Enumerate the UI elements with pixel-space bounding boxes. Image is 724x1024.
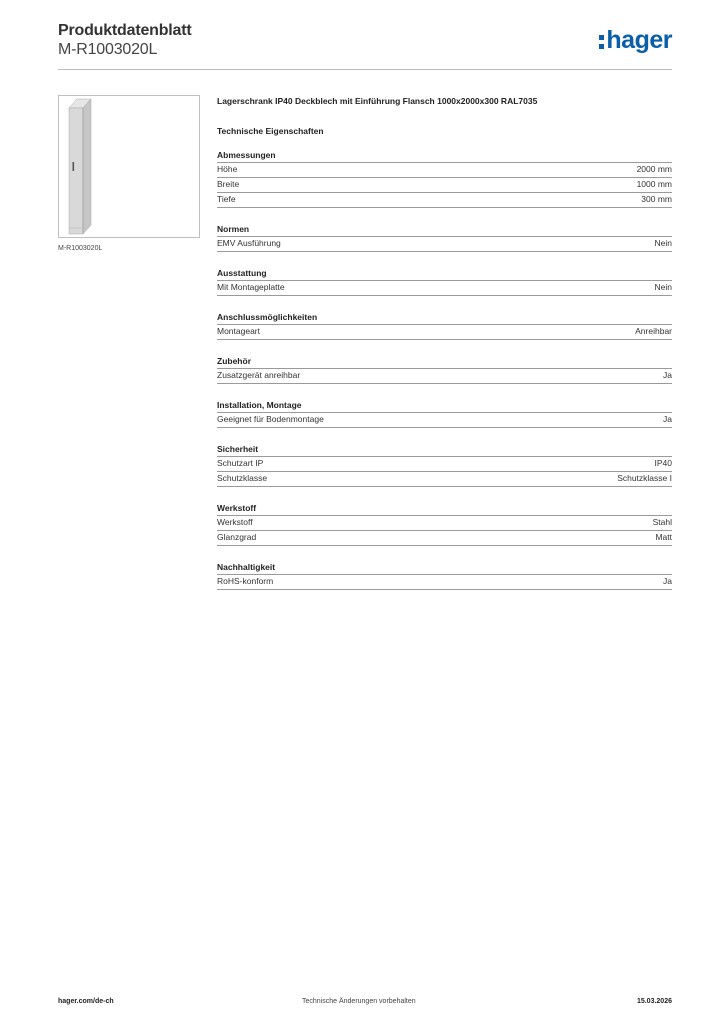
property-row bbox=[217, 369, 672, 384]
property-label: RoHS-konform bbox=[217, 576, 274, 586]
group-anschlussmoeglichkeiten bbox=[217, 312, 672, 340]
product-details bbox=[217, 96, 672, 590]
property-row bbox=[217, 413, 672, 428]
property-label: Schutzart IP bbox=[217, 458, 264, 468]
property-label: EMV Ausführung bbox=[217, 238, 281, 248]
group-title: Normen bbox=[217, 224, 672, 237]
property-value: Nein bbox=[654, 282, 672, 292]
property-label: Schutzklasse bbox=[217, 473, 268, 483]
property-value: Nein bbox=[654, 238, 672, 248]
property-row bbox=[217, 531, 672, 546]
group-abmessungen bbox=[217, 150, 672, 208]
property-value: 1000 mm bbox=[636, 179, 672, 189]
property-label: Tiefe bbox=[217, 194, 236, 204]
document-subtitle: M-R1003020L bbox=[58, 41, 158, 58]
group-normen bbox=[217, 224, 672, 252]
property-label: Mit Montageplatte bbox=[217, 282, 285, 292]
group-nachhaltigkeit bbox=[217, 562, 672, 590]
footer-date: 15.03.2026 bbox=[636, 998, 672, 1005]
hager-logo bbox=[599, 28, 672, 53]
group-installation-montage bbox=[217, 400, 672, 428]
property-label: Glanzgrad bbox=[217, 532, 257, 542]
property-value: Matt bbox=[655, 532, 672, 542]
image-caption: M-R1003020L bbox=[58, 245, 103, 252]
property-label: Montageart bbox=[217, 326, 260, 336]
property-value: Schutzklasse I bbox=[617, 473, 672, 483]
property-value: Ja bbox=[663, 414, 672, 424]
group-ausstattung bbox=[217, 268, 672, 296]
property-value: 2000 mm bbox=[636, 164, 672, 174]
group-title: Anschlussmöglichkeiten bbox=[217, 312, 672, 325]
property-row bbox=[217, 163, 672, 178]
property-label: Zusatzgerät anreihbar bbox=[217, 370, 301, 380]
property-row bbox=[217, 325, 672, 340]
logo-text: hager bbox=[606, 26, 672, 54]
property-label: Breite bbox=[217, 179, 240, 189]
group-sicherheit bbox=[217, 444, 672, 487]
group-title: Sicherheit bbox=[217, 444, 672, 457]
logo-dots-icon bbox=[599, 35, 604, 49]
section-heading: Technische Eigenschaften bbox=[217, 126, 324, 136]
group-title: Werkstoff bbox=[217, 503, 672, 516]
group-zubehoer bbox=[217, 356, 672, 384]
property-value: Ja bbox=[663, 370, 672, 380]
footer-notice: Technische Änderungen vorbehalten bbox=[302, 998, 416, 1005]
cabinet-illustration bbox=[59, 96, 199, 237]
property-value: Ja bbox=[663, 576, 672, 586]
group-title: Ausstattung bbox=[217, 268, 672, 281]
property-row bbox=[217, 472, 672, 487]
property-value: 300 mm bbox=[641, 194, 672, 204]
property-row bbox=[217, 237, 672, 252]
product-title: Lagerschrank IP40 Deckblech mit Einführung Flansch 1000x2000x300 RAL7035 bbox=[217, 96, 538, 106]
property-value: Stahl bbox=[652, 517, 672, 527]
property-row bbox=[217, 178, 672, 193]
property-label: Höhe bbox=[217, 164, 238, 174]
header-divider bbox=[58, 69, 672, 70]
property-row bbox=[217, 193, 672, 208]
product-image bbox=[58, 95, 200, 238]
group-werkstoff bbox=[217, 503, 672, 546]
property-row bbox=[217, 575, 672, 590]
property-row bbox=[217, 516, 672, 531]
property-label: Geeignet für Bodenmontage bbox=[217, 414, 324, 424]
group-title: Zubehör bbox=[217, 356, 672, 369]
property-label: Werkstoff bbox=[217, 517, 253, 527]
property-row bbox=[217, 281, 672, 296]
property-row bbox=[217, 457, 672, 472]
property-value: Anreihbar bbox=[635, 326, 672, 336]
property-value: IP40 bbox=[654, 458, 672, 468]
group-title: Installation, Montage bbox=[217, 400, 672, 413]
group-title: Nachhaltigkeit bbox=[217, 562, 672, 575]
footer-website-link[interactable]: hager.com/de-ch bbox=[58, 998, 114, 1005]
page-header bbox=[58, 22, 192, 59]
group-title: Abmessungen bbox=[217, 150, 672, 163]
document-title: Produktdatenblatt bbox=[58, 22, 192, 39]
